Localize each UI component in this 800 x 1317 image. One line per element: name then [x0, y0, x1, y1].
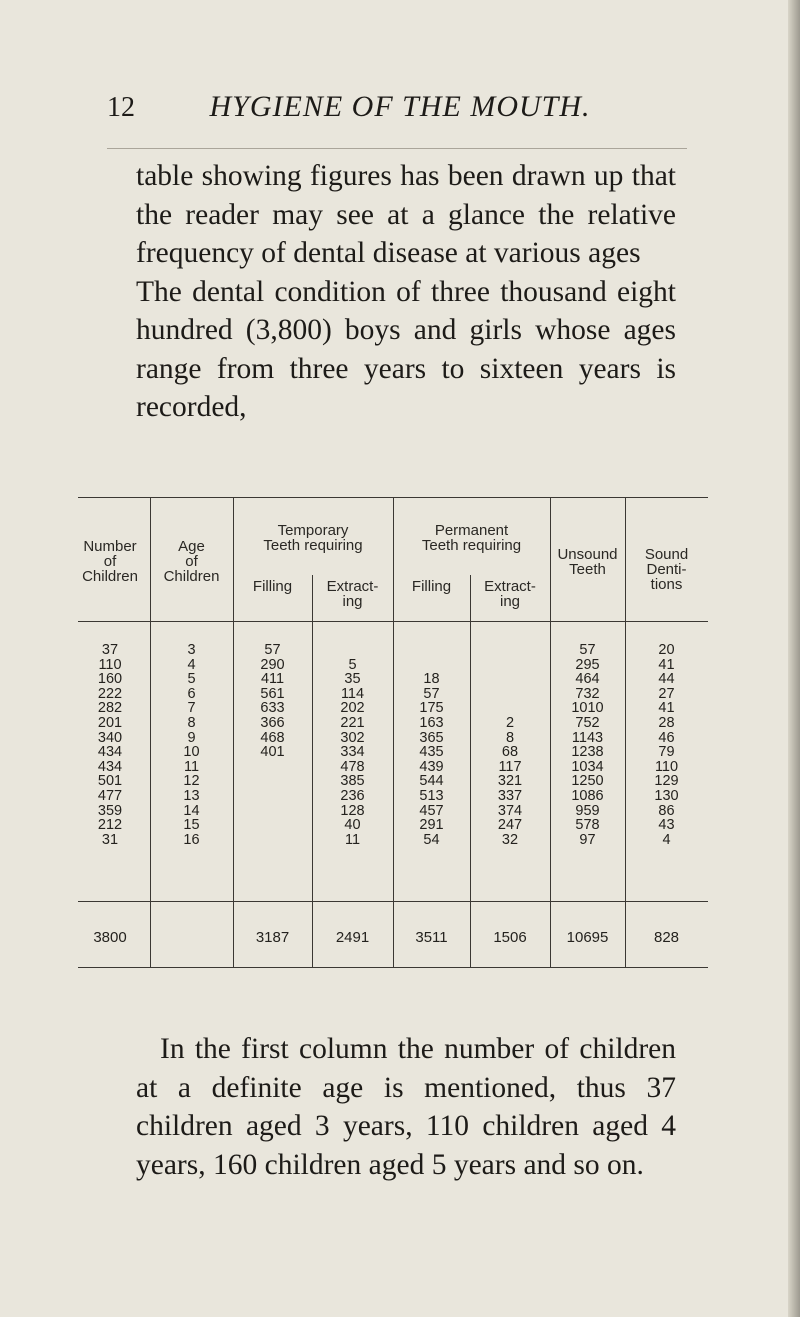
intro-paragraph-1: table showing figures has been drawn up that the reader may see at a glance the relative frequency of dental disease at various ages [136, 160, 676, 269]
total-temporary-filling: 3187 [255, 929, 290, 946]
page-edge-shadow [788, 0, 800, 1317]
header-sound-dentitions: Sound Denti- tions [644, 546, 689, 593]
column-permanent-filling: 18 57 175 163 365 435 439 544 513 457 291 54 [419, 671, 444, 848]
total-permanent-filling: 3511 [415, 929, 448, 946]
column-unsound-teeth: 57 295 464 732 1010 752 1143 1238 1034 1250 1086 959 578 97 [571, 642, 604, 848]
column-temporary-extracting: 5 35 114 202 221 302 334 478 385 236 128 40 11 [340, 656, 365, 848]
total-unsound-teeth: 10695 [566, 929, 609, 946]
page-number: 12 [107, 92, 135, 123]
column-age-of-children: 3 4 5 6 7 8 9 10 11 12 13 14 15 16 [183, 642, 200, 848]
outro-text [136, 1030, 676, 1184]
column-permanent-extracting: 2 8 68 117 321 337 374 247 32 [497, 714, 523, 848]
outro-paragraph: In the first column the number of children at a definite age is mentioned, thus 37 children aged 3 years, 110 children aged 4 years, 160 children aged 5 years and so on. [136, 1033, 676, 1181]
header-permanent-teeth-requiring: Permanent Teeth requiring [421, 522, 522, 554]
dental-statistics-table [78, 497, 708, 1017]
header-number-of-children: Number of Children [82, 538, 138, 585]
total-sound-dentitions: 828 [653, 929, 680, 946]
table-bottom-rule [78, 967, 708, 968]
header-age-of-children: Age of Children [163, 538, 220, 585]
total-permanent-extracting: 1506 [493, 929, 527, 946]
header-temporary-filling: Filling [252, 578, 293, 595]
total-number-of-children: 3800 [93, 929, 127, 946]
header-temporary-extracting: Extract- ing [326, 578, 379, 610]
intro-paragraph-2: The dental condition of three thousand eight hundred (3,800) boys and girls whose ages range from three years to sixteen years is recorded, [136, 275, 676, 423]
page-header [0, 92, 800, 132]
header-unsound-teeth: Unsound Teeth [557, 546, 618, 578]
column-sound-dentitions: 20 41 44 27 41 28 46 79 110 129 130 86 43 4 [654, 642, 679, 848]
running-title: HYGIENE OF THE MOUTH. [209, 90, 591, 123]
header-temporary-teeth-requiring: Temporary Teeth requiring [263, 522, 363, 554]
column-temporary-filling: 57 290 411 561 633 366 468 401 [260, 642, 285, 761]
intro-text [136, 157, 676, 427]
column-number-of-children: 37 110 160 222 282 201 340 434 434 501 477 359 212 31 [97, 642, 123, 848]
header-permanent-extracting: Extract- ing [484, 578, 536, 610]
total-temporary-extracting: 2491 [335, 929, 370, 946]
header-rule [107, 148, 687, 149]
header-permanent-filling: Filling [411, 578, 452, 595]
